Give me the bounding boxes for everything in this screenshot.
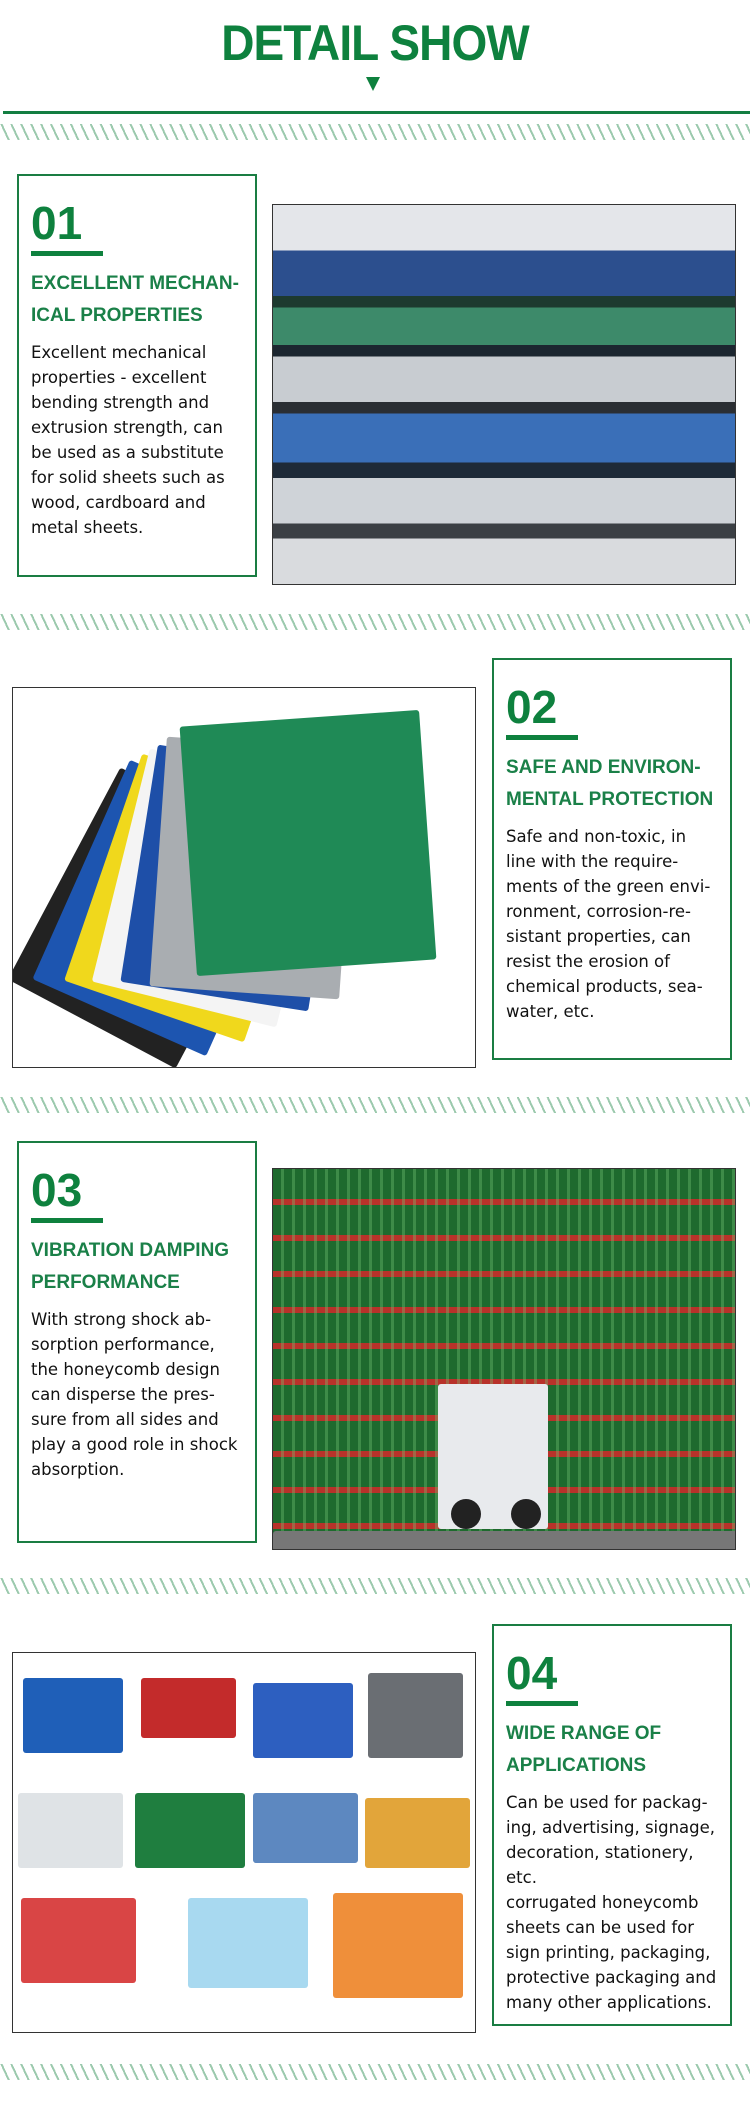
feature-title: VIBRATION DAMPING PERFORMANCE — [31, 1240, 230, 1293]
stripe-divider — [0, 124, 750, 140]
feature-title: WIDE RANGE OF APPLICATIONS — [506, 1723, 662, 1776]
number-underline — [506, 1701, 578, 1706]
corrugated-sheet-cross-section-image — [272, 204, 736, 585]
feature-title: SAFE AND ENVIRON- MENTAL PROTECTION — [506, 757, 714, 810]
feature-description: Can be used for packag- ing, advertising, signage, decoration, stationery, etc. corrugated honeycomb sheets can be used for sign printing, packaging, protective packaging and many other applications. — [506, 1793, 717, 2012]
number-underline — [31, 1218, 103, 1223]
feature-number: 02 — [506, 681, 558, 733]
page-title: DETAIL SHOW — [221, 15, 529, 71]
feature-description: Excellent mechanical properties - excellent bending strength and extrusion strength, can be used as a substitute for solid sheets such as wood, cardboard and metal sheets. — [31, 343, 225, 537]
applications-collage-image — [12, 1652, 476, 2033]
feature-card-01 — [17, 174, 257, 577]
triangle-down-icon — [366, 77, 380, 91]
stripe-divider — [0, 1578, 750, 1594]
feature-description: Safe and non-toxic, in line with the require- ments of the green envi- ronment, corrosion-re- sistant properties, can resist the erosion of chemical products, sea- water, etc. — [506, 827, 711, 1021]
feature-card-04 — [492, 1624, 732, 2026]
feature-card-02 — [492, 658, 732, 1060]
feature-title: EXCELLENT MECHAN- ICAL PROPERTIES — [31, 273, 239, 326]
feature-card-03 — [17, 1141, 257, 1543]
divider — [3, 111, 750, 114]
stripe-divider — [0, 2064, 750, 2080]
colored-sheets-image — [12, 687, 476, 1068]
feature-description: With strong shock ab- sorption performance, the honeycomb design can disperse the pres- sure from all sides and play a good role in shock absorption. — [31, 1310, 238, 1479]
bottle-crates-forklift-image — [272, 1168, 736, 1550]
feature-number: 03 — [31, 1164, 83, 1216]
stripe-divider — [0, 1097, 750, 1113]
number-underline — [31, 251, 103, 256]
number-underline — [506, 735, 578, 740]
feature-number: 01 — [31, 197, 83, 249]
feature-number: 04 — [506, 1647, 558, 1699]
stripe-divider — [0, 614, 750, 630]
